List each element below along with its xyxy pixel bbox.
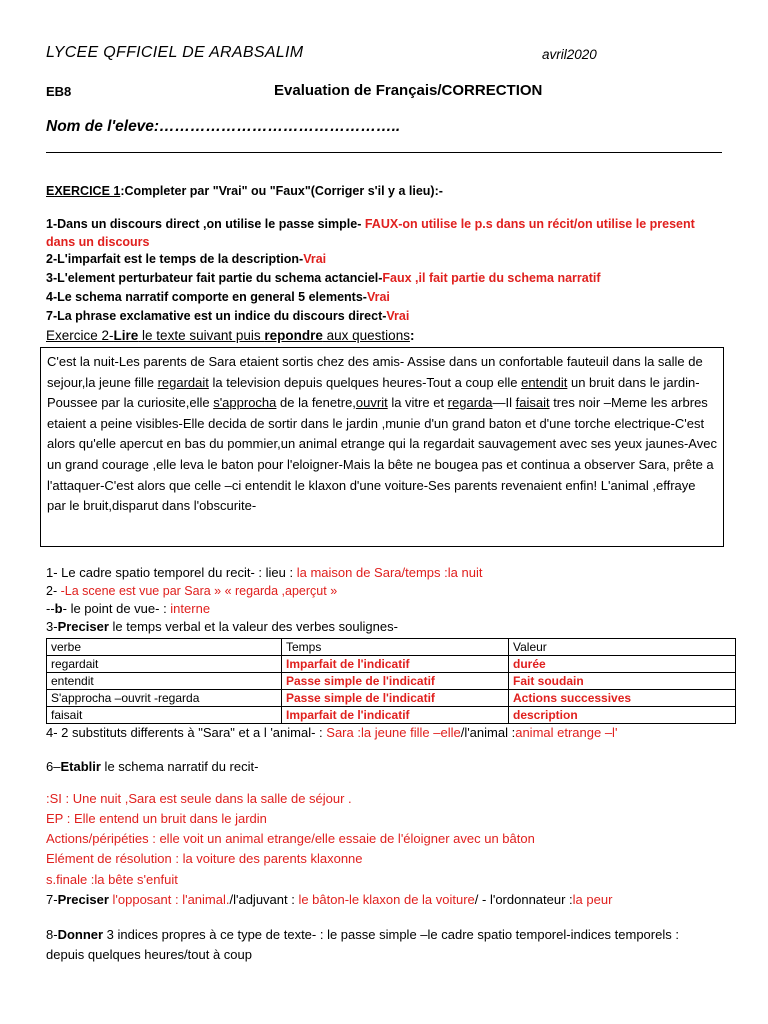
- exercise1-item-3: [46, 271, 601, 285]
- table-cell: description: [509, 707, 736, 724]
- question-2b: [46, 601, 210, 616]
- question-text: 3-L'element perturbateur fait partie du schema actanciel-: [46, 271, 383, 285]
- answer-text: interne: [170, 601, 211, 616]
- answer-text: -La scene est vue par Sara » « regarda ,aperçut »: [60, 584, 338, 598]
- table-row: [47, 656, 736, 673]
- answer-text: Sara :la jeune fille –elle: [326, 725, 461, 740]
- table-cell: Fait soudain: [509, 673, 736, 690]
- table-cell: entendit: [47, 673, 282, 690]
- reading-passage: [40, 347, 724, 547]
- student-name-label: Nom de l'eleve:………………………………………..: [46, 118, 401, 135]
- question-text: 1-Dans un discours direct ,on utilise le passe simple-: [46, 217, 362, 231]
- class-label: EB8: [46, 84, 72, 99]
- passage-text: un bruit dans le jardin-Poussee par la curiosite,elle: [47, 374, 700, 411]
- question-number: 3-: [46, 619, 58, 634]
- table-header-row: [47, 639, 736, 656]
- schema-element-perturbateur: EP : Elle entend un bruit dans le jardin: [46, 811, 267, 826]
- school-name: LYCEE QFFICIEL DE ARABSALIM: [46, 44, 304, 61]
- question-text: 4-Le schema narratif comporte en general 5 elements-: [46, 290, 367, 304]
- answer-text: Vrai: [366, 290, 390, 304]
- answer-text: la peur: [572, 892, 613, 907]
- answer-text: Faux ,il fait partie du schema narratif: [382, 271, 601, 285]
- answer-text: animal etrange –l': [515, 725, 618, 740]
- question-1: [46, 565, 482, 580]
- table-cell: Actions successives: [509, 690, 736, 707]
- passage-text: de la fenetre,: [276, 395, 356, 411]
- question-letter: b: [54, 601, 63, 616]
- question-number: 7-: [46, 892, 58, 907]
- question-text: 7-La phrase exclamative est un indice du discours direct-: [46, 309, 387, 323]
- question-number: 6–: [46, 759, 61, 774]
- page-title: Evaluation de Français/CORRECTION: [274, 82, 543, 99]
- question-3: [46, 619, 398, 634]
- column-header: verbe: [47, 639, 282, 656]
- question-text: 2-: [46, 584, 61, 598]
- answer-text: FAUX-on utilise le p.s dans un récit/on utilise le present dans un discours: [46, 217, 695, 249]
- question-text: 2-L'imparfait est le temps de la description-: [46, 252, 304, 266]
- table-cell: durée: [509, 656, 736, 673]
- answer-text: l'opposant : l'animal.: [108, 892, 230, 907]
- question-verb: Etablir: [60, 759, 101, 774]
- underlined-verb: regardait: [157, 374, 209, 390]
- exercise1-item-4: [46, 290, 390, 304]
- question-prefix: --: [46, 601, 55, 616]
- table-cell: Imparfait de l'indicatif: [282, 707, 509, 724]
- table-row: [47, 673, 736, 690]
- passage-text: C'est la nuit-Les parents de Sara etaient sortis chez des amis- Assise dans un confortable fauteuil dans la salle de sejour,la jeune fille: [47, 354, 703, 390]
- question-text: 1- Le cadre spatio temporel du recit- : lieu :: [46, 565, 297, 580]
- passage-text: la television depuis quelques heures-Tout a coup elle: [208, 374, 522, 390]
- schema-situation-initiale: :SI : Une nuit ,Sara est seule dans la salle de séjour .: [46, 791, 352, 806]
- table-row: [47, 690, 736, 707]
- exercise1-item-1: [46, 215, 726, 251]
- question-text: le schema narratif du recit-: [100, 759, 259, 774]
- column-header: Valeur: [509, 639, 736, 656]
- underlined-verb: ouvrit: [355, 395, 388, 411]
- question-text: le temps verbal et la valeur des verbes soulignes-: [108, 619, 398, 634]
- exercise1-number: EXERCICE 1: [46, 184, 121, 198]
- question-6: [46, 759, 258, 774]
- exercise2-heading: [46, 328, 414, 343]
- exercise1-heading: [46, 184, 443, 198]
- question-number: 8-: [46, 927, 58, 942]
- underlined-verb: s'approcha: [213, 395, 277, 411]
- question-verb: Preciser: [57, 892, 109, 907]
- question-verb: Donner: [57, 927, 104, 942]
- exercise2-colon: :: [409, 328, 415, 343]
- question-7: [46, 892, 612, 907]
- passage-text: —Il: [492, 395, 516, 411]
- question-text: / - l'ordonnateur :: [474, 892, 573, 907]
- answer-text: Vrai: [303, 252, 327, 266]
- verb-table: [46, 638, 736, 724]
- question-text: 4- 2 substituts differents à "Sara" et a l 'animal- :: [46, 725, 327, 740]
- underlined-verb: regarda: [447, 395, 493, 411]
- exercise2-verb-answer: repondre: [264, 328, 323, 343]
- answer-text: Vrai: [386, 309, 410, 323]
- exercise1-item-2: [46, 252, 326, 266]
- exercise2-text: le texte suivant puis: [138, 328, 265, 343]
- exercise1-instruction: :Completer par "Vrai" ou "Faux"(Corriger s'il y a lieu):-: [120, 184, 443, 198]
- passage-text: la vitre et: [387, 395, 448, 411]
- table-cell: faisait: [47, 707, 282, 724]
- passage-text: tres noir –Meme les arbres etaient a peine visibles-Elle decida de sortir dans le jardin ,munie d'un grand baton et d'une torche electrique-C'est alors qu'elle apercut en bas du pommier,un animal etrange qui la regardait sauvagement avec ses yeux jaunes-Avec un grand courage ,elle leva le baton pour l'eloigner-Mais la bête ne bougea pas et continua a observer Sara, prête a l'attaquer-C'est alors que celle –ci entendit le klaxon d'une voiture-Ses parents revenaient enfin! L'animal ,effraye par le bruit,disparut dans l'obscurite-: [47, 395, 717, 514]
- table-cell: S'approcha –ouvrit -regarda: [47, 690, 282, 707]
- underlined-verb: entendit: [521, 374, 568, 390]
- table-cell: Imparfait de l'indicatif: [282, 656, 509, 673]
- exercise2-number: Exercice 2-: [46, 328, 114, 343]
- question-verb: Preciser: [57, 619, 109, 634]
- question-8: [46, 925, 706, 965]
- exercise1-item-5: [46, 309, 409, 323]
- column-header: Temps: [282, 639, 509, 656]
- schema-peripeties: Actions/péripéties : elle voit un animal etrange/elle essaie de l'éloigner avec un bâton: [46, 831, 535, 846]
- answer-text: le bâton-le klaxon de la voiture: [298, 892, 475, 907]
- question-text: /l'adjuvant :: [229, 892, 299, 907]
- table-row: [47, 707, 736, 724]
- question-text: - le point de vue- :: [62, 601, 171, 616]
- exercise2-verb-read: Lire: [113, 328, 139, 343]
- table-cell: regardait: [47, 656, 282, 673]
- schema-resolution: Elément de résolution : la voiture des parents klaxonne: [46, 851, 363, 866]
- question-text: 3 indices propres à ce type de texte- : le passe simple –le cadre spatio temporel-indices temporels : depuis quelques heures/tout à coup: [46, 927, 679, 962]
- answer-text: la maison de Sara/temps :la nuit: [296, 565, 483, 580]
- separator-line: [46, 152, 722, 153]
- question-text: /l'animal :: [460, 725, 516, 740]
- table-cell: Passe simple de l'indicatif: [282, 673, 509, 690]
- table-cell: Passe simple de l'indicatif: [282, 690, 509, 707]
- underlined-verb: faisait: [515, 395, 550, 411]
- date: avril2020: [542, 47, 597, 62]
- exercise2-text-end: aux questions: [322, 328, 410, 343]
- question-4: [46, 725, 617, 740]
- question-2: [46, 584, 337, 598]
- schema-situation-finale: s.finale :la bête s'enfuit: [46, 872, 178, 887]
